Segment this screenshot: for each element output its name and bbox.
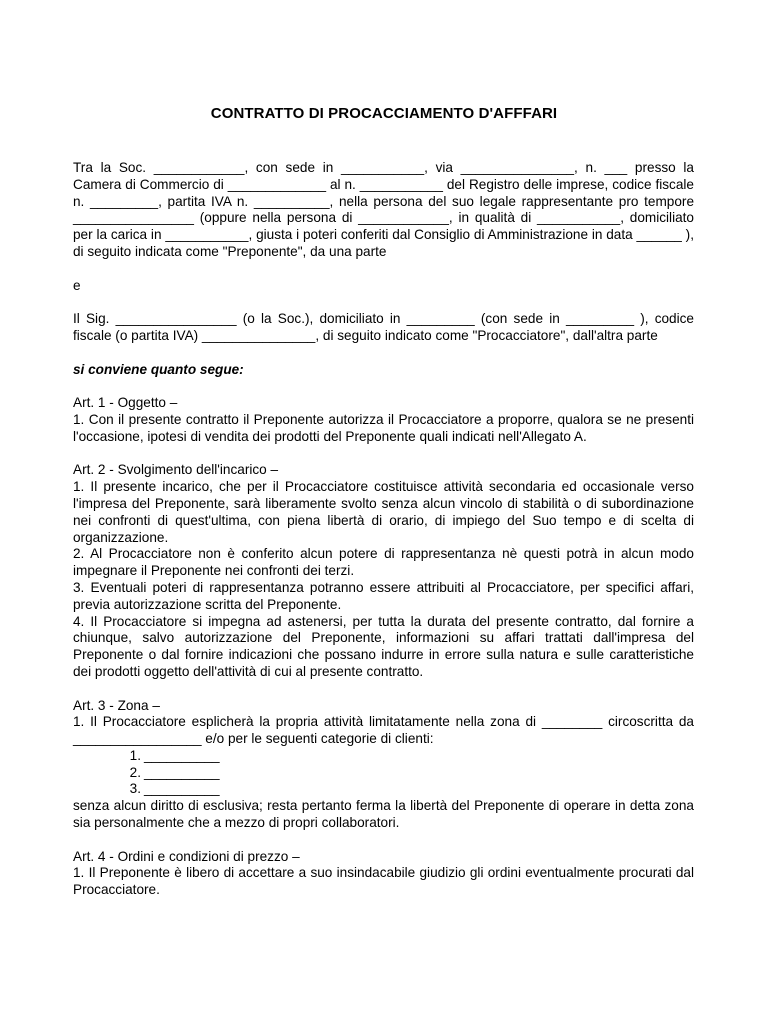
client-categories-list	[73, 748, 694, 798]
list-item	[119, 748, 694, 765]
list-item-text: __________	[144, 781, 220, 797]
list-item	[119, 765, 694, 782]
list-item-text: __________	[144, 747, 220, 763]
art1-heading: Art. 1 - Oggetto –	[73, 395, 178, 411]
agreement-heading: si conviene quanto segue:	[73, 361, 244, 377]
art3-paragraph-1: 1. Il Procacciatore esplicherà la propria attività limitatamente nella zona di ________ circoscritta da _________________ e/o per le seguenti categorie di clienti:	[73, 714, 694, 747]
art3-paragraph-2: senza alcun diritto di esclusiva; resta pertanto ferma la libertà del Preponente di operare in detta zona sia personalmente che a mezzo di propri collaboratori.	[73, 798, 694, 831]
art4-heading: Art. 4 - Ordini e condizioni di prezzo –	[73, 848, 300, 864]
art2-paragraph-4: 4. Il Procacciatore si impegna ad astenersi, per tutta la durata del presente contratto, dal fornire a chiunque, salvo autorizzazione del Preponente, informazioni su affari trattati dall'impresa del Preponente o dal fornire indicazioni che possano indurre in errore sulla natura e sulle caratteristiche dei prodotti oggetto dell'attività di cui al presente contratto.	[73, 613, 694, 679]
art3-heading: Art. 3 - Zona –	[73, 697, 160, 713]
list-item	[119, 781, 694, 798]
list-item-number: 2.	[129, 764, 141, 780]
art4-paragraph-1: 1. Il Preponente è libero di accettare a suo insindacabile giudizio gli ordini eventualmente procurati dal Procacciatore.	[73, 865, 694, 898]
document-body	[73, 160, 694, 899]
art2-heading: Art. 2 - Svolgimento dell'incarico –	[73, 462, 279, 478]
document-title: CONTRATTO DI PROCACCIAMENTO D'AFFFARI	[210, 105, 558, 122]
second-party-paragraph: Il Sig. ________________ (o la Soc.), domiciliato in _________ (con sede in _________ ), codice fiscale (o partita IVA) _______________, di seguito indicato come "Procacciatore", dall'altra parte	[73, 311, 694, 343]
art2-paragraph-3: 3. Eventuali poteri di rappresentanza potranno essere attribuiti al Procacciatore, per specifici affari, previa autorizzazione scritta del Preponente.	[73, 579, 694, 612]
list-item-text: __________	[144, 764, 220, 780]
list-item-number: 3.	[129, 781, 141, 797]
art2-paragraph-1: 1. Il presente incarico, che per il Procacciatore costituisce attività secondaria ed occasionale verso l'impresa del Preponente, sarà liberamente svolto senza alcun vincolo di stabilità o di subordinazione nei confronti di quest'ultima, con piena libertà di orario, di impiego del Suo tempo e di scelta di organizzazione.	[73, 479, 694, 545]
conjunction-text: e	[73, 277, 81, 293]
intro-paragraph: Tra la Soc. ____________, con sede in ___________, via _______________, n. ___ presso la Camera di Commercio di _____________ al n. ___________ del Registro delle imprese, codice fiscale n. _________, partita IVA n. __________, nella persona del suo legale rappresentante pro tempore ________________ (oppure nella persona di ____________, in qualità di ___________, domiciliato per la carica in ___________, giusta i poteri conferiti dal Consiglio di Amministrazione in data ______ ), di seguito indicata come "Preponente", da una parte	[73, 160, 694, 259]
art1-paragraph-1: 1. Con il presente contratto il Preponente autorizza il Procacciatore a proporre, qualora se ne presenti l'occasione, ipotesi di vendita dei prodotti del Preponente quali indicati nell'Allegato A.	[73, 411, 694, 444]
list-item-number: 1.	[129, 747, 141, 763]
art2-paragraph-2: 2. Al Procacciatore non è conferito alcun potere di rappresentanza nè questi potrà in alcun modo impegnare il Preponente nei confronti dei terzi.	[73, 546, 694, 579]
